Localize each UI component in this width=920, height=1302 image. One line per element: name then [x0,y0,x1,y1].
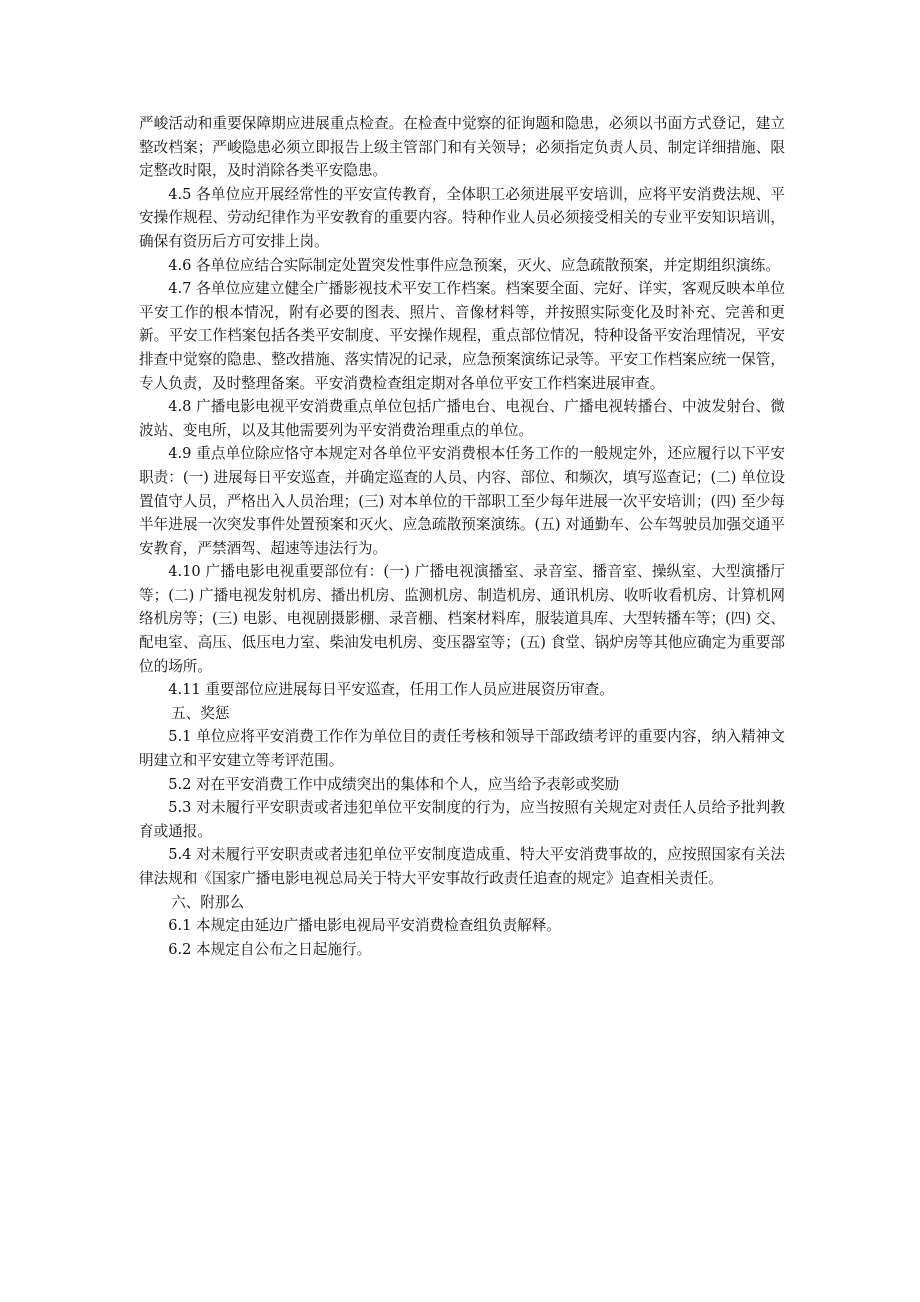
clause-6-1: 6.1 本规定由延边广播电影电视局平安消费检查组负责解释。 [168,917,561,935]
clause-6-2: 6.2 本规定自公布之日起施行。 [168,940,372,958]
clause-4-6: 4.6 各单位应结合实际制定处置突发性事件应急预案，灭火、应急疏散预案，并定期组织演练。 [168,256,780,274]
clause-4-11: 4.11 重要部位应进展每日平安巡查，任用工作人员应进展资历审查。 [168,681,614,699]
clause-4-7: 4.7 各单位应建立健全广播影视技术平安工作档案。档案要全面、完好、详实，客观反映本单位平安工作的根本情况，附有必要的图表、照片、音像材料等，并按照实际变化及时补充、完善和更新。平安工作档案包括各类平安制度、平安操作规程，重点部位情况，特种设备平安治理情况，平安排查中觉察的隐患、整改措施、落实情况的记录，应急预案演练记录等。平安工作档案应统一保管，专人负责，及时整理备案。平安消费检查组定期对各单位平安工作档案进展审查。 [139,280,785,392]
section-heading-appendix: 六、附那么 [171,893,245,911]
clause-5-4: 5.4 对未履行平安职责或者违犯单位平安制度造成重、特大平安消费事故的，应按照国家有关法律法规和《国家广播电影电视总局关于特大平安事故行政责任追查的规定》追查相关责任。 [139,846,785,887]
paragraph-continuation: 严峻活动和重要保障期应进展重点检查。在检查中觉察的征询题和隐患，必须以书面方式登记，建立整改档案；严峻隐患必须立即报告上级主管部门和有关领导；必须指定负责人员、制定详细措施、限定整改时限，及时消除各类平安隐患。 [139,115,785,180]
clause-5-1: 5.1 单位应将平安消费工作作为单位目的责任考核和领导干部政绩考评的重要内容，纳入精神文明建立和平安建立等考评范围。 [139,728,785,770]
section-heading-rewards: 五、奖惩 [171,704,230,722]
clause-4-5: 4.5 各单位应开展经常性的平安宣传教育，全体职工必须进展平安培训，应将平安消费法规、平安操作规程、劳动纪律作为平安教育的重要内容。特种作业人员必须接受相关的专业平安知识培训，确保有资历后方可安排上岗。 [139,185,785,250]
clause-4-10: 4.10 广播电影电视重要部位有：(一) 广播电视演播室、录音室、播音室、操纵室、大型演播厅等；(二) 广播电视发射机房、播出机房、监测机房、制造机房、通讯机房、收听收看机房、计算机网络机房等；(三) 电影、电视剧摄影棚、录音棚、档案材料库，服装道具库、大型转播车等；(四) 交、配电室、高压、低压电力室、柴油发电机房、变压器室等；(五) 食堂、锅炉房等其他应确定为重要部位的场所。 [139,563,785,675]
clause-4-8: 4.8 广播电影电视平安消费重点单位包括广播电台、电视台、广播电视转播台、中波发射台、微波站、变电所，以及其他需要列为平安消费治理重点的单位。 [139,398,785,439]
document-body [139,112,785,961]
clause-5-3: 5.3 对未履行平安职责或者违犯单位平安制度的行为，应当按照有关规定对责任人员给予批判教育或通报。 [139,799,785,840]
clause-5-2: 5.2 对在平安消费工作中成绩突出的集体和个人，应当给予表彰或奖励 [168,775,620,793]
clause-4-9: 4.9 重点单位除应恪守本规定对各单位平安消费根本任务工作的一般规定外，还应履行以下平安职责：(一) 进展每日平安巡查，并确定巡查的人员、内容、部位、和频次，填写巡查记；(二) 单位设置值守人员，严格出入人员治理；(三) 对本单位的干部职工至少每年进展一次平安培训；(四) 至少每半年进展一次突发事件处置预案和灭火、应急疏散预案演练。(五) 对通勤车、公车驾驶员加强交通平安教育，严禁酒驾、超速等违法行为。 [139,445,785,557]
